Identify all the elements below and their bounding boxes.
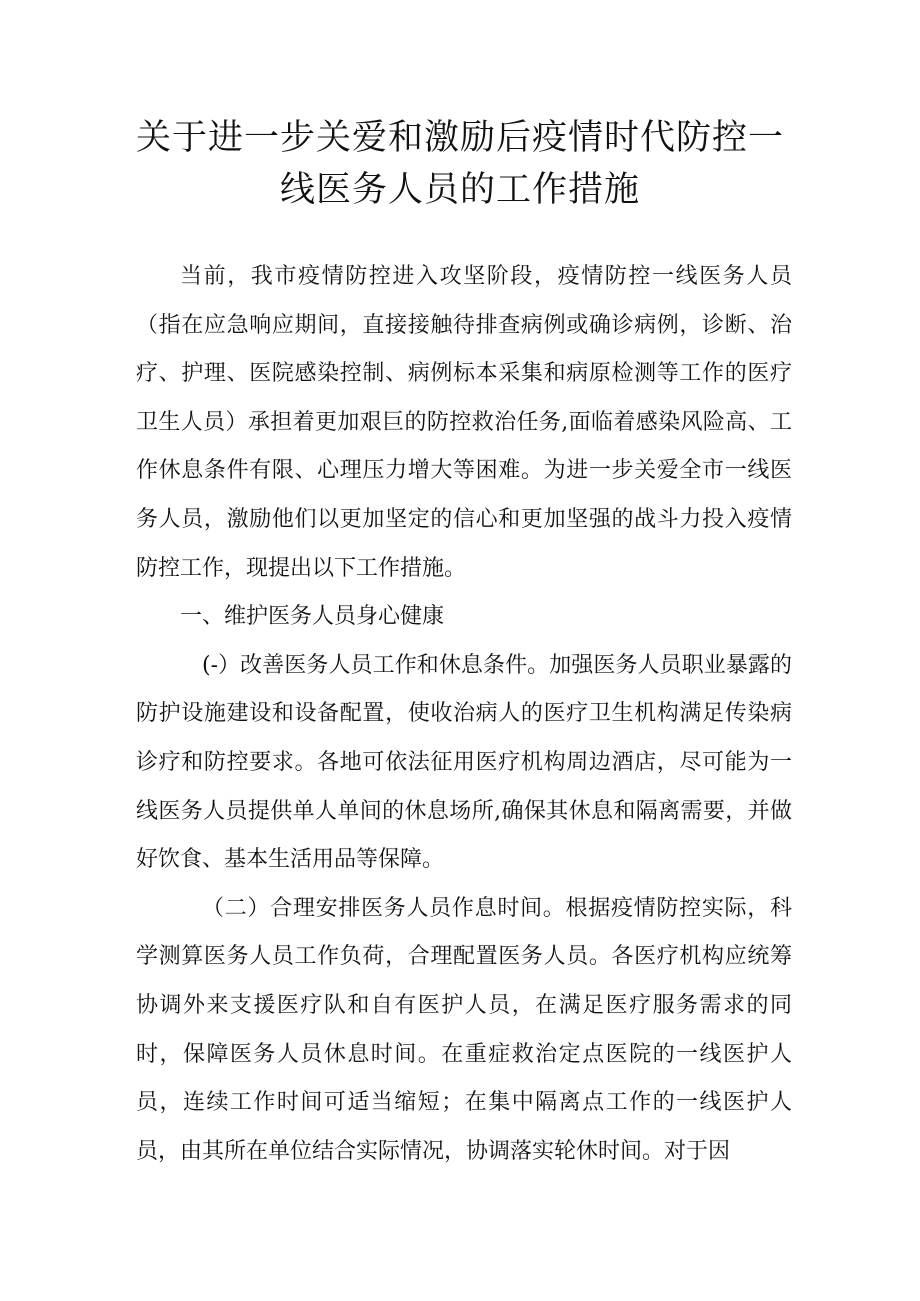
document-title — [120, 112, 800, 216]
section-heading-1: 一、维护医务人员身心健康 — [180, 604, 445, 630]
document-body — [136, 253, 792, 1176]
intro-paragraph: 当前，我市疫情防控进入攻坚阶段，疫情防控一线医务人员（指在应急响应期间，直接接触待排查病例或确诊病例，诊断、治疗、护理、医院感染控制、病例标本采集和病原检测等工作的医疗卫生人员）承担着更加艰巨的防控救治任务,面临着感染风险高、工作休息条件有限、心理压力增大等困难。为进一步关爱全市一线医务人员，激励他们以更加坚定的信心和更加坚强的战斗力投入疫情防控工作，现提出以下工作措施。 — [136, 264, 792, 581]
title-line-1: 关于进一步关爱和激励后疫情时代防控一 — [135, 118, 784, 158]
title-line-2: 线医务人员的工作措施 — [279, 170, 640, 210]
item-paragraph-1: (-）改善医务人员工作和休息条件。加强医务人员职业暴露的防护设施建设和设备配置，使收治病人的医疗卫生机构满足传染病诊疗和防控要求。各地可依法征用医疗机构周边酒店，尽可能为一线医务人员提供单人单间的休息场所,确保其休息和隔离需要，并做好饮食、基本生活用品等保障。 — [136, 652, 792, 873]
item-paragraph-2: （二）合理安排医务人员作息时间。根据疫情防控实际，科学测算医务人员工作负荷，合理配置医务人员。各医疗机构应统筹协调外来支援医疗队和自有医护人员，在满足医疗服务需求的同时，保障医务人员休息时间。在重症救治定点医院的一线医护人员，连续工作时间可适当缩短；在集中隔离点工作的一线医护人员，由其所在单位结合实际情况，协调落实轮休时间。对于因 — [136, 895, 792, 1164]
